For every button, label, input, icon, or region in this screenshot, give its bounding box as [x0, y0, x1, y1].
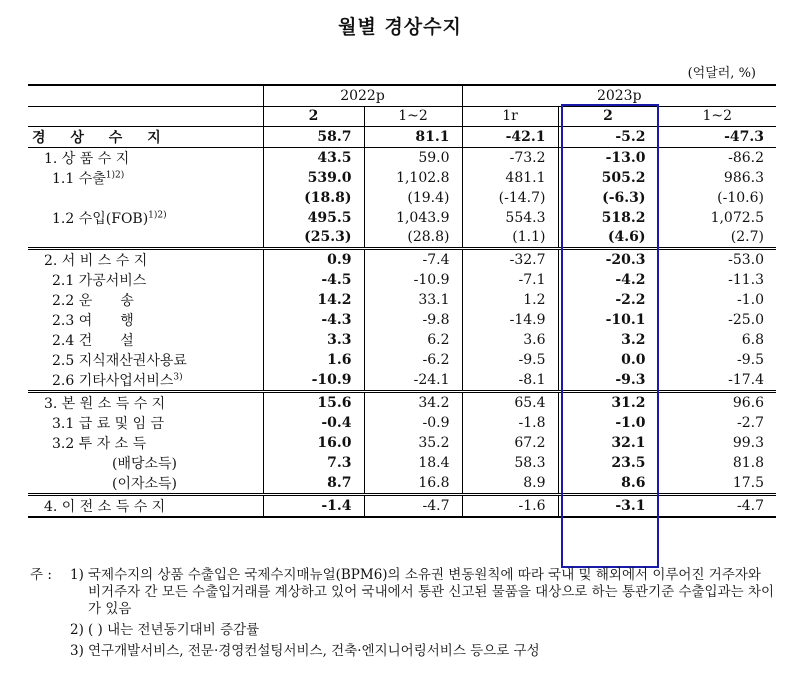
cell-value: -25.0 [658, 310, 776, 330]
cell-value: -9.5 [462, 350, 558, 370]
footnote-ref: 1)2) [105, 170, 125, 181]
cell-value: 23.5 [558, 453, 658, 473]
cell-value: -20.3 [558, 249, 658, 271]
cell-value: -10.9 [263, 370, 364, 392]
row-label-text: 경 상 수 지 [32, 130, 171, 146]
row-label-text: 2.6 기타사업서비스 [52, 373, 174, 389]
table-row [28, 188, 776, 208]
cell-value: 31.2 [558, 392, 658, 414]
row-label [28, 270, 263, 290]
footnote-ref: 1)2) [148, 209, 167, 220]
cell-value: -6.2 [364, 350, 462, 370]
footnote-number: 1) [70, 567, 84, 583]
cell-value: -73.2 [462, 148, 558, 169]
cell-value: -9.8 [364, 310, 462, 330]
cell-value: -1.0 [658, 290, 776, 310]
row-label-text: 3.1 급 료 및 임 금 [52, 416, 165, 432]
cell-value: -3.1 [558, 495, 658, 518]
footnote-1 [30, 567, 775, 618]
cell-value: (18.8) [263, 188, 364, 208]
cell-value: 986.3 [658, 168, 776, 188]
row-label-text: 4. 이 전 소 득 수 지 [44, 499, 166, 515]
cell-value: (-14.7) [462, 188, 558, 208]
table-row [28, 370, 776, 392]
cell-value: (-6.3) [558, 188, 658, 208]
row-label [28, 350, 263, 370]
cell-value: 554.3 [462, 208, 558, 228]
cell-value: 33.1 [364, 290, 462, 310]
cell-value: 58.3 [462, 453, 558, 473]
cell-value: 14.2 [263, 290, 364, 310]
footnote-3 [30, 643, 775, 660]
col-header: 1r [462, 106, 558, 127]
cell-value: -5.2 [558, 127, 658, 148]
cell-value: 8.9 [462, 473, 558, 495]
cell-value: -10.1 [558, 310, 658, 330]
cell-value: 495.5 [263, 208, 364, 228]
row-label [28, 330, 263, 350]
table-row [28, 208, 776, 228]
cell-value: -0.9 [364, 413, 462, 433]
row-label [28, 188, 263, 208]
cell-value: 6.2 [364, 330, 462, 350]
table-row [28, 148, 776, 169]
row-label-text: 1.1 수출 [52, 171, 106, 187]
table-row [28, 249, 776, 271]
cell-value: -1.4 [263, 495, 364, 518]
cell-value: -10.9 [364, 270, 462, 290]
table-row [28, 350, 776, 370]
table-row [28, 127, 776, 148]
row-label [28, 290, 263, 310]
unit-label: (억달러, %) [687, 66, 756, 81]
cell-value: -24.1 [364, 370, 462, 392]
row-label-text: 3. 본 원 소 득 수 지 [44, 396, 166, 412]
cell-value: 1,072.5 [658, 208, 776, 228]
cell-value: (4.6) [558, 228, 658, 249]
cell-value: 3.3 [263, 330, 364, 350]
cell-value: -13.0 [558, 148, 658, 169]
cell-value: 35.2 [364, 433, 462, 453]
footnote-2 [30, 622, 775, 639]
row-label [28, 148, 263, 169]
table-row [28, 290, 776, 310]
header-2023: 2023p [462, 85, 776, 106]
footnote-number: 2) [70, 622, 84, 638]
cell-value: -4.2 [558, 270, 658, 290]
cell-value: -4.3 [263, 310, 364, 330]
cell-value: -9.5 [658, 350, 776, 370]
row-label [28, 228, 263, 249]
cell-value: 1.6 [263, 350, 364, 370]
cell-value: 0.9 [263, 249, 364, 271]
row-label [28, 208, 263, 228]
cell-value: 7.3 [263, 453, 364, 473]
cell-value: 17.5 [658, 473, 776, 495]
cell-value: -2.2 [558, 290, 658, 310]
cell-value: -11.3 [658, 270, 776, 290]
cell-value: -4.5 [263, 270, 364, 290]
row-label-text: 2.3 여 행 [52, 313, 134, 329]
cell-value: 1,043.9 [364, 208, 462, 228]
row-label-text: 2.1 가공서비스 [52, 273, 147, 289]
cell-value: 34.2 [364, 392, 462, 414]
table-row [28, 270, 776, 290]
cell-value: 15.6 [263, 392, 364, 414]
row-label [28, 249, 263, 271]
cell-value: (-10.6) [658, 188, 776, 208]
cell-value: 58.7 [263, 127, 364, 148]
cell-value: 81.8 [658, 453, 776, 473]
cell-value: 65.4 [462, 392, 558, 414]
row-label-text: 2.2 운 송 [52, 293, 134, 309]
cell-value: 539.0 [263, 168, 364, 188]
cell-value: -0.4 [263, 413, 364, 433]
cell-value: -4.7 [364, 495, 462, 518]
cell-value: -53.0 [658, 249, 776, 271]
row-label [28, 433, 263, 453]
row-label [28, 413, 263, 433]
cell-value: (25.3) [263, 228, 364, 249]
cell-value: 16.8 [364, 473, 462, 495]
col-header: 1~2 [658, 106, 776, 127]
cell-value: -86.2 [658, 148, 776, 169]
cell-value: 59.0 [364, 148, 462, 169]
table-row [28, 310, 776, 330]
cell-value: -42.1 [462, 127, 558, 148]
row-label-text: 1. 상 품 수 지 [44, 151, 130, 167]
cell-value: -32.7 [462, 249, 558, 271]
table-row [28, 453, 776, 473]
row-label [28, 127, 263, 148]
cell-value: -47.3 [658, 127, 776, 148]
header-2022: 2022p [263, 85, 462, 106]
cell-value: -17.4 [658, 370, 776, 392]
footnote-text: 연구개발서비스, 전문·경영컨설팅서비스, 건축·엔지니어링서비스 등으로 구성 [88, 643, 540, 659]
table-row [28, 495, 776, 518]
row-label [28, 310, 263, 330]
cell-value: 32.1 [558, 433, 658, 453]
footnote-ref: 3) [173, 372, 183, 383]
footnotes [30, 567, 775, 660]
col-header: 2 [263, 106, 364, 127]
cell-value: -1.8 [462, 413, 558, 433]
cell-value: 99.3 [658, 433, 776, 453]
cell-value: 0.0 [558, 350, 658, 370]
row-label-text: (이자소득) [112, 476, 178, 492]
cell-value: -9.3 [558, 370, 658, 392]
cell-value: 96.6 [658, 392, 776, 414]
cell-value: 18.4 [364, 453, 462, 473]
table-row [28, 168, 776, 188]
cell-value: 43.5 [263, 148, 364, 169]
cell-value: -14.9 [462, 310, 558, 330]
cell-value: 81.1 [364, 127, 462, 148]
row-label [28, 473, 263, 495]
cell-value: 8.7 [263, 473, 364, 495]
footnote-prefix: 주 : [30, 567, 52, 583]
footnote-number: 3) [70, 643, 84, 659]
cell-value: 16.0 [263, 433, 364, 453]
table-row [28, 392, 776, 414]
row-label-text: 2. 서 비 스 수 지 [44, 253, 148, 269]
table-row [28, 330, 776, 350]
cell-value: 481.1 [462, 168, 558, 188]
cell-value: -8.1 [462, 370, 558, 392]
row-label [28, 370, 263, 392]
row-label [28, 392, 263, 414]
col-header: 1~2 [364, 106, 462, 127]
header-blank [28, 85, 263, 106]
row-label-text: 2.4 건 설 [52, 333, 134, 349]
cell-value: -2.7 [658, 413, 776, 433]
row-label-text: 1.2 수입(FOB) [52, 210, 149, 227]
footnote-text: 국제수지의 상품 수출입은 국제수지매뉴얼(BPM6)의 소유권 변동원칙에 따라 국내 및 해외에서 이루어진 거주자와 비거주자 간 모든 수출입거래를 계상하고 있어 국내에서 통관 신고된 물품을 대상으로 하는 통관기준 수출입과는 차이가 있음 [88, 567, 775, 617]
cell-value: 518.2 [558, 208, 658, 228]
cell-value: (1.1) [462, 228, 558, 249]
table-row [28, 413, 776, 433]
cell-value: (28.8) [364, 228, 462, 249]
cell-value: (2.7) [658, 228, 776, 249]
cell-value: 505.2 [558, 168, 658, 188]
col-header: 2 [558, 106, 658, 127]
cell-value: (19.4) [364, 188, 462, 208]
cell-value: 3.2 [558, 330, 658, 350]
cell-value: -4.7 [658, 495, 776, 518]
cell-value: 1.2 [462, 290, 558, 310]
cell-value: 8.6 [558, 473, 658, 495]
footnote-text: ( ) 내는 전년동기대비 증감률 [88, 622, 260, 638]
cell-value: 6.8 [658, 330, 776, 350]
page-title: 월별 경상수지 [338, 16, 462, 38]
cell-value: -7.4 [364, 249, 462, 271]
cell-value: 67.2 [462, 433, 558, 453]
row-label [28, 453, 263, 473]
row-label-text: 2.5 지식재산권사용료 [52, 353, 187, 369]
cell-value: -7.1 [462, 270, 558, 290]
cell-value: -1.0 [558, 413, 658, 433]
table-row [28, 473, 776, 495]
row-label [28, 168, 263, 188]
row-label-text: (배당소득) [112, 456, 178, 472]
table-row [28, 228, 776, 249]
cell-value: 1,102.8 [364, 168, 462, 188]
table-row [28, 433, 776, 453]
row-label [28, 495, 263, 518]
row-label-text: 3.2 투 자 소 득 [52, 436, 147, 452]
cell-value: -1.6 [462, 495, 558, 518]
header-blank-2 [28, 106, 263, 127]
current-account-table [28, 84, 776, 518]
cell-value: 3.6 [462, 330, 558, 350]
